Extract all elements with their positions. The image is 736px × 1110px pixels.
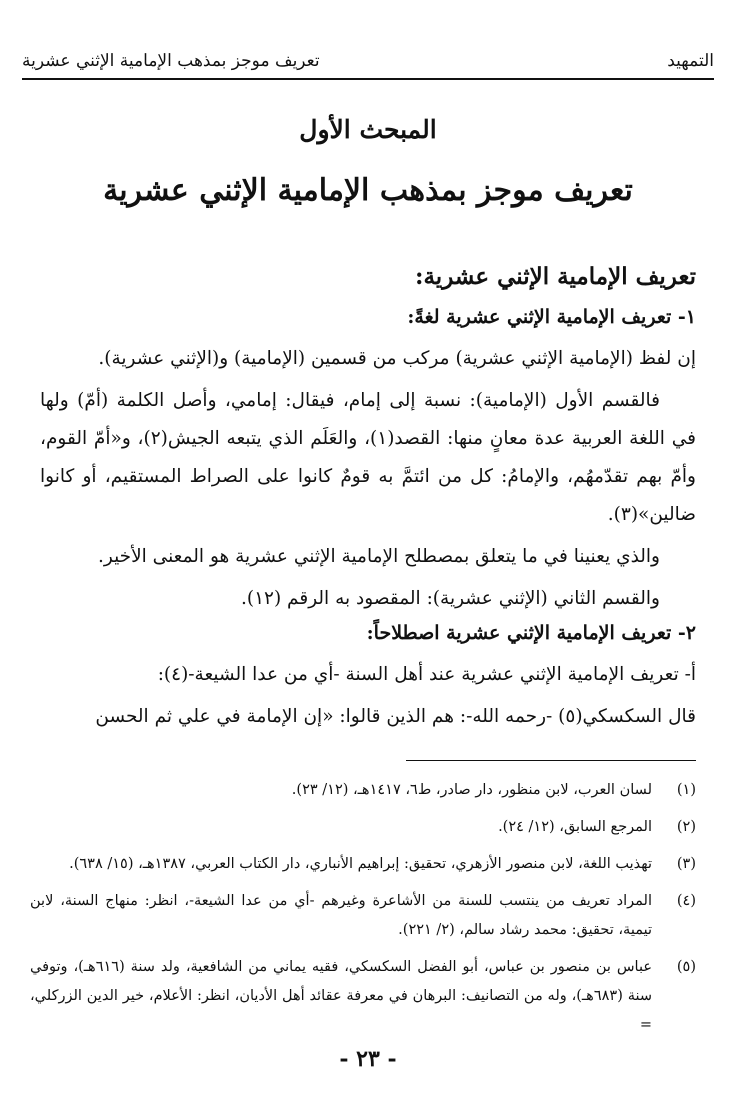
subheading-terminological: ٢- تعريف الإمامية الإثني عشرية اصطلاحاً: bbox=[366, 622, 696, 644]
footnote bbox=[30, 953, 696, 1040]
body-text bbox=[40, 255, 696, 740]
paragraph-2: فالقسم الأول (الإمامية): نسبة إلى إمام، فيقال: إمامي، وأصل الكلمة (أمّ) ولها في اللغة العربية عدة معانٍ منها: القصد(١)، والعَلَم الذي يتبعه الجيش(٢)، و«أمّ القوم، وأمّ بهم تقدّمهُم، والإمامُ: كل من ائتمَّ به قومٌ كانوا على الصراط المستقيم، أو كانوا ضالين»(٣). bbox=[40, 390, 696, 525]
footnote-number: (٢) bbox=[676, 819, 696, 835]
paragraph-6: قال السكسكي(٥) -رحمه الله-: هم الذين قالوا: «إن الإمامة في علي ثم الحسن bbox=[95, 706, 696, 727]
footnote-number: (١) bbox=[676, 782, 696, 798]
footnotes bbox=[30, 776, 696, 1048]
paragraph-3: والذي يعنينا في ما يتعلق بمصطلح الإمامية الإثني عشرية هو المعنى الأخير. bbox=[97, 546, 660, 567]
footnote-number: (٤) bbox=[676, 893, 696, 909]
footnote-text: المراد تعريف من ينتسب للسنة من الأشاعرة وغيرهم -أي من عدا الشيعة-، انظر: منهاج السنة، لابن تيمية، تحقيق: محمد رشاد سالم، (٢/ ٢٢١). bbox=[30, 893, 652, 938]
footnote bbox=[30, 850, 696, 879]
page-title: تعريف موجز بمذهب الإمامية الإثني عشرية bbox=[103, 173, 633, 208]
paragraph-4: والقسم الثاني (الإثني عشرية): المقصود به الرقم (١٢). bbox=[240, 588, 660, 609]
chapter-heading: المبحث الأول bbox=[299, 115, 437, 144]
running-header bbox=[22, 46, 714, 76]
paragraph-1: إن لفظ (الإمامية الإثني عشرية) مركب من قسمين (الإمامية) و(الإثني عشرية). bbox=[98, 348, 696, 369]
footnote-text: لسان العرب، لابن منظور، دار صادر، ط٦، ١٤١٧هـ، (١٢/ ٢٣). bbox=[291, 782, 652, 798]
footnote-divider bbox=[406, 760, 696, 761]
paragraph-5: أ- تعريف الإمامية الإثني عشرية عند أهل السنة -أي من عدا الشيعة-(٤): bbox=[157, 664, 696, 685]
header-divider bbox=[22, 78, 714, 80]
footnote bbox=[30, 887, 696, 945]
footnote-text: تهذيب اللغة، لابن منصور الأزهري، تحقيق: إبراهيم الأنباري، دار الكتاب العربي، ١٣٨٧هـ، (١٥/ ٦٣٨). bbox=[69, 856, 652, 872]
header-chapter-title: تعريف موجز بمذهب الإمامية الإثني عشرية bbox=[22, 51, 320, 71]
footnote-number: (٥) bbox=[676, 959, 696, 975]
footnote-number: (٣) bbox=[676, 856, 696, 872]
footnote-text: المرجع السابق، (١٢/ ٢٤). bbox=[498, 819, 652, 835]
footnote-text: عباس بن منصور بن عباس، أبو الفضل السكسكي، فقيه يماني من الشافعية، ولد سنة (٦١٦هـ)، وتوفي سنة (٦٨٣هـ)، وله من التصانيف: البرهان في معرفة عقائد أهل الأديان، انظر: الأعلام، خير الدين الزركلي، = bbox=[30, 959, 652, 1033]
section-heading: تعريف الإمامية الإثني عشرية: bbox=[414, 263, 696, 290]
page-number: - ٢٣ - bbox=[339, 1046, 397, 1072]
subheading-linguistic: ١- تعريف الإمامية الإثني عشرية لغةً: bbox=[407, 306, 696, 328]
header-section-name: التمهيد bbox=[667, 51, 714, 71]
footnote bbox=[30, 776, 696, 805]
footnote bbox=[30, 813, 696, 842]
